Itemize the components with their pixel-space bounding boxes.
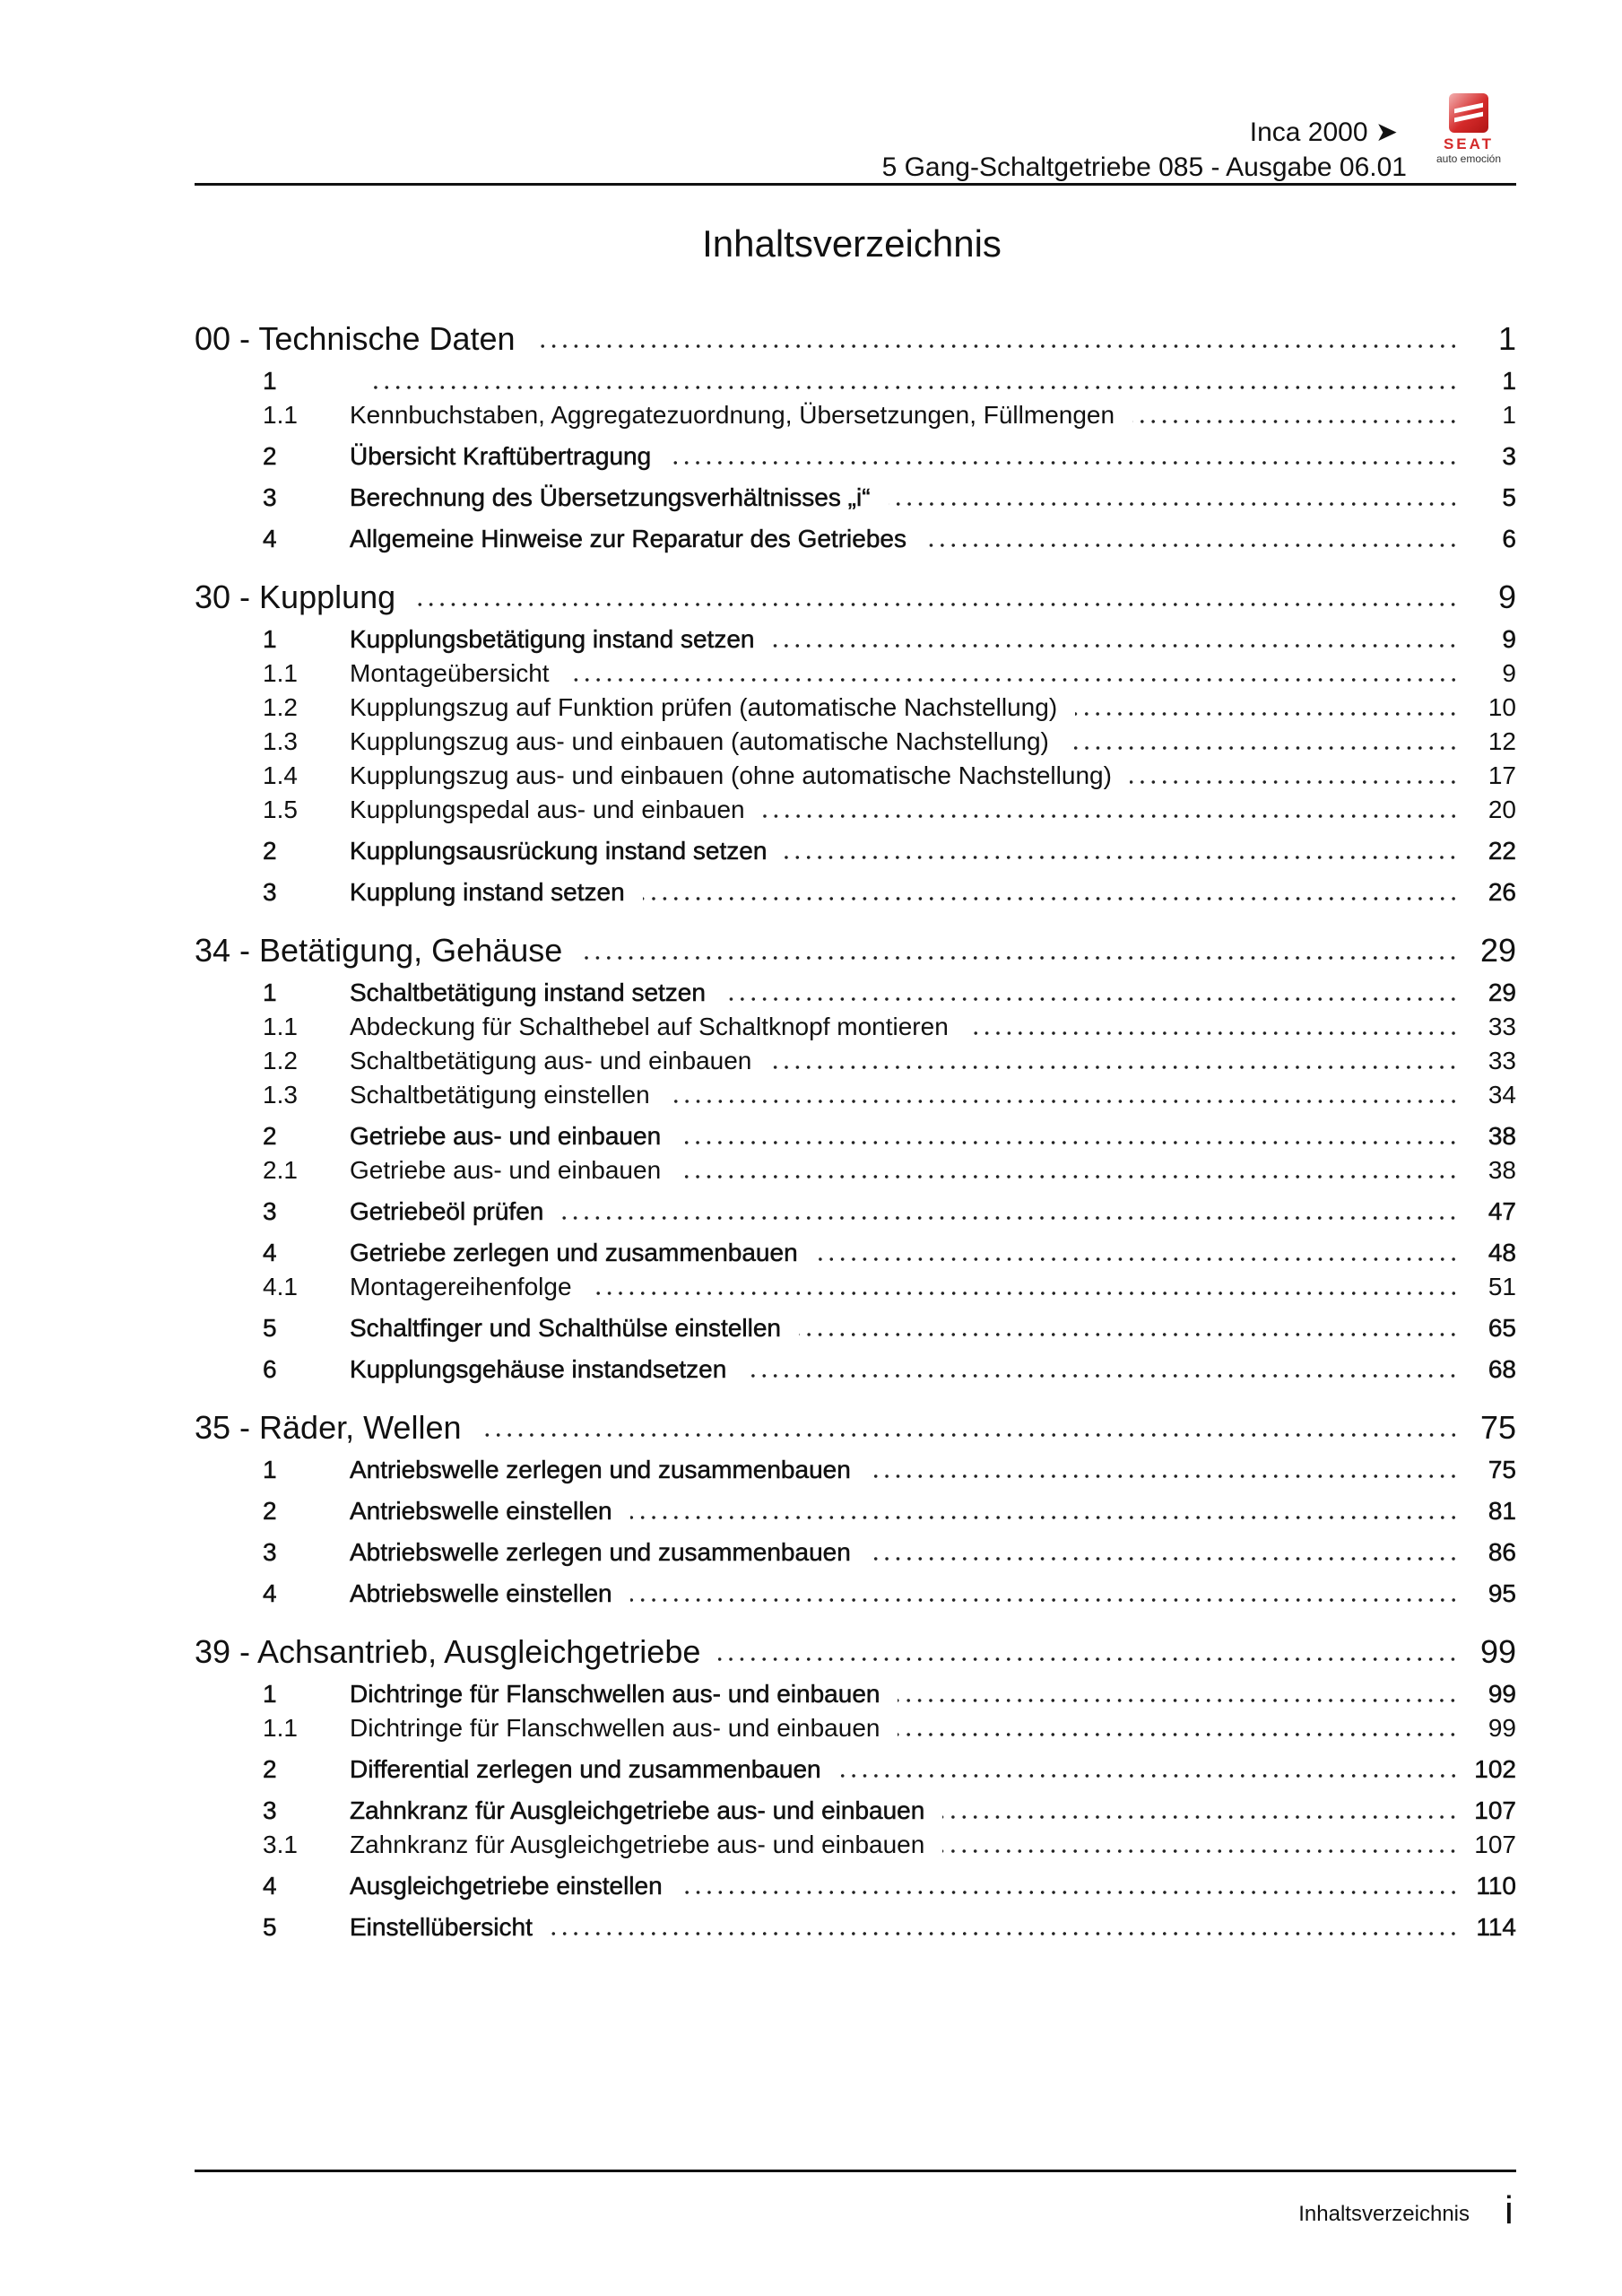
header-subtitle: 5 Gang-Schaltgetriebe 085 - Ausgabe 06.01 xyxy=(881,152,1407,182)
toc-number: 3 xyxy=(263,1796,277,1824)
dot-leader xyxy=(590,1291,1459,1296)
toc-label: Kupplungsausrückung instand setzen xyxy=(350,837,768,865)
toc-page: 29 xyxy=(1488,978,1516,1006)
toc-number: 2 xyxy=(263,1497,277,1525)
dot-leader xyxy=(1130,779,1459,785)
toc-entry[interactable] xyxy=(195,1195,1516,1229)
toc-page: 9 xyxy=(1502,625,1516,653)
toc-label: Abdeckung für Schalthebel auf Schaltknopf montieren xyxy=(350,1013,949,1040)
toc-page: 48 xyxy=(1488,1239,1516,1266)
toc-label: Schaltbetätigung instand setzen xyxy=(350,978,706,1006)
toc-entry[interactable] xyxy=(195,1119,1516,1153)
toc-page: 75 xyxy=(1479,1409,1516,1446)
dot-leader xyxy=(630,1515,1459,1520)
header-model: Inca 2000 ➤ xyxy=(1249,117,1398,147)
toc-page: 75 xyxy=(1488,1456,1516,1483)
toc-chapter[interactable] xyxy=(195,1410,1516,1446)
toc-chapter[interactable] xyxy=(195,579,1516,615)
dot-leader xyxy=(942,1814,1459,1820)
toc-label: Zahnkranz für Ausgleichgetriebe aus- und einbauen xyxy=(350,1796,925,1824)
toc-page: 9 xyxy=(1502,659,1516,687)
toc-label: Ausgleichgetriebe einstellen xyxy=(350,1872,663,1900)
toc-number: 2 xyxy=(263,442,277,470)
toc-number: 2 xyxy=(263,837,277,865)
dot-leader xyxy=(580,955,1459,961)
toc-number: 3 xyxy=(263,483,277,511)
toc-page: 99 xyxy=(1488,1680,1516,1708)
toc-entry[interactable] xyxy=(195,1752,1516,1787)
footer-section: Inhaltsverzeichnis xyxy=(1298,2202,1470,2226)
toc-entry[interactable] xyxy=(195,1794,1516,1828)
toc-label: Differential zerlegen und zusammenbauen xyxy=(350,1755,821,1783)
toc-entry[interactable] xyxy=(195,976,1516,1010)
dot-leader xyxy=(967,1031,1459,1036)
toc-label: Antriebswelle zerlegen und zusammenbauen xyxy=(350,1456,851,1483)
toc-number: 4 xyxy=(263,1872,277,1900)
dot-leader xyxy=(763,813,1459,819)
toc-page: 38 xyxy=(1488,1156,1516,1184)
logo-text: SEAT xyxy=(1443,135,1495,152)
seat-logo-icon xyxy=(1449,93,1488,133)
dot-leader xyxy=(799,1332,1459,1337)
toc-page: 81 xyxy=(1488,1497,1516,1525)
dot-leader xyxy=(718,1657,1459,1662)
toc-label: Getriebe aus- und einbauen xyxy=(350,1156,662,1184)
toc-number: 1.1 xyxy=(263,1013,298,1040)
dot-leader xyxy=(769,1065,1459,1070)
toc-entry[interactable] xyxy=(195,1711,1516,1745)
dot-leader xyxy=(561,1215,1459,1221)
dot-leader xyxy=(669,460,1459,465)
toc-entry[interactable] xyxy=(195,1910,1516,1944)
toc-label: Allgemeine Hinweise zur Reparatur des Getriebes xyxy=(350,525,906,552)
toc-entry[interactable] xyxy=(195,759,1516,793)
toc-label: Kupplungspedal aus- und einbauen xyxy=(350,796,745,823)
dot-leader xyxy=(924,543,1459,548)
toc-entry[interactable] xyxy=(195,439,1516,474)
dot-leader xyxy=(898,1698,1459,1703)
toc-label: 39 - Achsantrieb, Ausgleichgetriebe xyxy=(195,1633,701,1670)
toc-page: 38 xyxy=(1488,1122,1516,1150)
header-divider xyxy=(195,183,1516,186)
dot-leader xyxy=(869,1556,1459,1561)
toc-number: 5 xyxy=(263,1314,277,1342)
toc-entry[interactable] xyxy=(195,481,1516,515)
toc-page: 65 xyxy=(1488,1314,1516,1342)
toc-number: 1.5 xyxy=(263,796,298,823)
toc-number: 3 xyxy=(263,878,277,906)
dot-leader xyxy=(869,1474,1459,1479)
toc-label: Getriebe zerlegen und zusammenbauen xyxy=(350,1239,798,1266)
toc-page: 102 xyxy=(1474,1755,1516,1783)
dot-leader xyxy=(724,996,1459,1002)
toc-entry[interactable] xyxy=(195,398,1516,432)
toc-entry[interactable] xyxy=(195,725,1516,759)
toc-number: 1.1 xyxy=(263,659,298,687)
toc-chapter[interactable] xyxy=(195,933,1516,969)
toc-entry[interactable] xyxy=(195,1494,1516,1528)
toc-entry[interactable] xyxy=(195,1236,1516,1270)
toc-label: Montagereihenfolge xyxy=(350,1273,572,1300)
toc-label: Dichtringe für Flanschwellen aus- und einbauen xyxy=(350,1714,880,1742)
footer-page-number: i xyxy=(1505,2188,1514,2232)
toc-label: Schaltfinger und Schalthülse einstellen xyxy=(350,1314,781,1342)
toc-entry[interactable] xyxy=(195,1453,1516,1487)
dot-leader xyxy=(480,1432,1460,1438)
toc-entry[interactable] xyxy=(195,1044,1516,1078)
dot-leader xyxy=(1067,745,1459,751)
dot-leader xyxy=(568,677,1459,683)
toc-label: Kennbuchstaben, Aggregatezuordnung, Übersetzungen, Füllmengen xyxy=(350,401,1115,429)
toc-page: 86 xyxy=(1488,1538,1516,1566)
toc-entry[interactable] xyxy=(195,1270,1516,1304)
toc-number: 2 xyxy=(263,1755,277,1783)
toc-page: 12 xyxy=(1488,727,1516,755)
toc-page: 95 xyxy=(1488,1579,1516,1607)
toc-entry[interactable] xyxy=(195,364,1516,398)
toc-label: Berechnung des Übersetzungsverhältnisses „i“ xyxy=(350,483,871,511)
toc-entry[interactable] xyxy=(195,522,1516,556)
dot-leader xyxy=(679,1174,1459,1179)
dot-leader xyxy=(942,1848,1459,1854)
dot-leader xyxy=(533,344,1459,349)
toc-entry[interactable] xyxy=(195,1869,1516,1903)
toc-entry[interactable] xyxy=(195,834,1516,868)
dot-leader xyxy=(630,1597,1459,1603)
toc-number: 2 xyxy=(263,1122,277,1150)
toc-entry[interactable] xyxy=(195,657,1516,691)
toc-page: 20 xyxy=(1488,796,1516,823)
toc-number: 3.1 xyxy=(263,1831,298,1858)
seat-logo xyxy=(1424,93,1514,165)
toc-number: 4 xyxy=(263,1579,277,1607)
toc-label: Einstellübersicht xyxy=(350,1913,533,1941)
toc-page: 5 xyxy=(1502,483,1516,511)
toc-number: 3 xyxy=(263,1538,277,1566)
toc-page: 17 xyxy=(1488,761,1516,789)
dot-leader xyxy=(551,1931,1459,1936)
toc-page: 99 xyxy=(1488,1714,1516,1742)
dot-leader xyxy=(744,1373,1459,1378)
toc-page: 3 xyxy=(1502,442,1516,470)
toc-label: Kupplungszug aus- und einbauen (automatische Nachstellung) xyxy=(350,727,1049,755)
toc-number: 1.1 xyxy=(263,401,298,429)
toc-number: 3 xyxy=(263,1197,277,1225)
toc-label: Dichtringe für Flanschwellen aus- und einbauen xyxy=(350,1680,880,1708)
toc-label: Kupplung instand setzen xyxy=(350,878,625,906)
toc-number: 1.1 xyxy=(263,1714,298,1742)
toc-number: 1 xyxy=(263,978,277,1006)
toc-label: Schaltbetätigung einstellen xyxy=(350,1081,650,1109)
toc-number: 1.2 xyxy=(263,693,298,721)
toc-page: 33 xyxy=(1488,1047,1516,1074)
toc-number: 4 xyxy=(263,1239,277,1266)
toc-label: 35 - Räder, Wellen xyxy=(195,1409,462,1446)
toc-number: 4 xyxy=(263,525,277,552)
dot-leader xyxy=(1132,419,1459,424)
toc-page: 1 xyxy=(1502,367,1516,395)
toc-label: Antriebswelle einstellen xyxy=(350,1497,612,1525)
toc-entry[interactable] xyxy=(195,1078,1516,1112)
toc-number: 5 xyxy=(263,1913,277,1941)
dot-leader xyxy=(816,1257,1459,1262)
toc-number: 6 xyxy=(263,1355,277,1383)
toc-page: 6 xyxy=(1502,525,1516,552)
toc-number: 1.4 xyxy=(263,761,298,789)
toc-page: 107 xyxy=(1474,1796,1516,1824)
dot-leader xyxy=(898,1732,1459,1737)
toc-number: 1.2 xyxy=(263,1047,298,1074)
toc-number: 1.3 xyxy=(263,1081,298,1109)
toc-entry[interactable] xyxy=(195,1010,1516,1044)
toc-label: Abtriebswelle zerlegen und zusammenbauen xyxy=(350,1538,851,1566)
page-title: Inhaltsverzeichnis xyxy=(702,222,1002,265)
dot-leader xyxy=(368,385,1459,390)
toc-number: 2.1 xyxy=(263,1156,298,1184)
toc-page: 1 xyxy=(1497,320,1516,357)
toc-page: 33 xyxy=(1488,1013,1516,1040)
toc-entry[interactable] xyxy=(195,691,1516,725)
toc-page: 9 xyxy=(1497,578,1516,615)
toc-number: 1 xyxy=(263,1680,277,1708)
dot-leader xyxy=(643,896,1459,901)
toc-page: 22 xyxy=(1488,837,1516,865)
toc-entry[interactable] xyxy=(195,1677,1516,1711)
toc-chapter[interactable] xyxy=(195,321,1516,357)
toc-number: 4.1 xyxy=(263,1273,298,1300)
toc-page: 1 xyxy=(1502,401,1516,429)
toc-page: 34 xyxy=(1488,1081,1516,1109)
toc-label: Kupplungszug aus- und einbauen (ohne automatische Nachstellung) xyxy=(350,761,1112,789)
toc-label: 00 - Technische Daten xyxy=(195,320,516,357)
toc-label: Kupplungszug auf Funktion prüfen (automatische Nachstellung) xyxy=(350,693,1058,721)
toc-label: Schaltbetätigung aus- und einbauen xyxy=(350,1047,752,1074)
toc-number: 1 xyxy=(263,1456,277,1483)
dot-leader xyxy=(1075,711,1459,717)
toc-label: Übersicht Kraftübertragung xyxy=(350,442,652,470)
toc-entry[interactable] xyxy=(195,875,1516,909)
toc-entry[interactable] xyxy=(195,1828,1516,1862)
toc-entry[interactable] xyxy=(195,793,1516,827)
table-of-contents xyxy=(195,321,1516,1944)
toc-label: 30 - Kupplung xyxy=(195,578,396,615)
toc-entry[interactable] xyxy=(195,1311,1516,1345)
toc-entry[interactable] xyxy=(195,1535,1516,1570)
dot-leader xyxy=(679,1140,1459,1145)
toc-label: Kupplungsbetätigung instand setzen xyxy=(350,625,755,653)
dot-leader xyxy=(839,1773,1459,1779)
toc-page: 26 xyxy=(1488,878,1516,906)
toc-label: 34 - Betätigung, Gehäuse xyxy=(195,932,563,969)
logo-tagline: auto emoción xyxy=(1436,152,1502,165)
toc-page: 29 xyxy=(1479,932,1516,969)
dot-leader xyxy=(889,501,1459,507)
toc-page: 10 xyxy=(1488,693,1516,721)
toc-number: 1.3 xyxy=(263,727,298,755)
toc-page: 110 xyxy=(1476,1872,1516,1900)
dot-leader xyxy=(668,1099,1459,1104)
toc-chapter[interactable] xyxy=(195,1634,1516,1670)
toc-entry[interactable] xyxy=(195,1577,1516,1611)
toc-number: 1 xyxy=(263,367,277,395)
toc-number: 1 xyxy=(263,625,277,653)
toc-page: 68 xyxy=(1488,1355,1516,1383)
toc-page: 51 xyxy=(1488,1273,1516,1300)
footer-divider xyxy=(195,2170,1516,2172)
toc-label: Abtriebswelle einstellen xyxy=(350,1579,612,1607)
dot-leader xyxy=(413,602,1459,607)
toc-label: Montageübersicht xyxy=(350,659,550,687)
toc-page: 114 xyxy=(1476,1913,1516,1941)
toc-page: 99 xyxy=(1479,1633,1516,1670)
dot-leader xyxy=(785,855,1459,860)
toc-label: Kupplungsgehäuse instandsetzen xyxy=(350,1355,727,1383)
toc-entry[interactable] xyxy=(195,622,1516,657)
toc-label: Zahnkranz für Ausgleichgetriebe aus- und einbauen xyxy=(350,1831,925,1858)
toc-page: 107 xyxy=(1474,1831,1516,1858)
dot-leader xyxy=(681,1890,1459,1895)
toc-label: Getriebe aus- und einbauen xyxy=(350,1122,662,1150)
toc-entry[interactable] xyxy=(195,1352,1516,1387)
dot-leader xyxy=(772,643,1459,648)
toc-page: 47 xyxy=(1488,1197,1516,1225)
toc-label: Getriebeöl prüfen xyxy=(350,1197,544,1225)
toc-entry[interactable] xyxy=(195,1153,1516,1187)
